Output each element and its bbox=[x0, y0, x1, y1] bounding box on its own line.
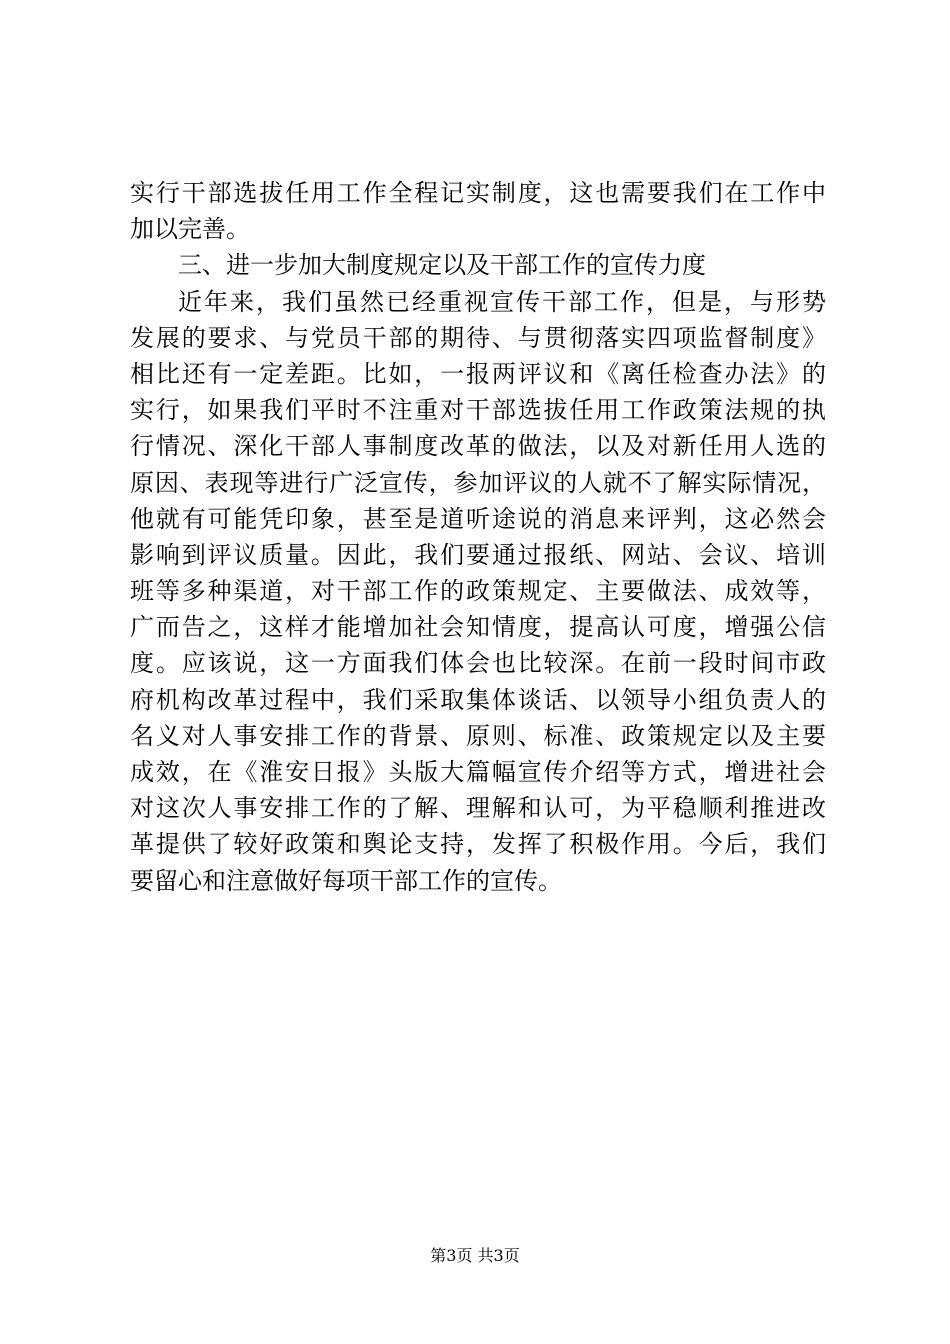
text-line: 加以完善。 bbox=[130, 215, 250, 244]
text-line: 府机构改革过程中，我们采取集体谈话、以领导小组负责人的 bbox=[130, 685, 826, 714]
text-line: 班等多种渠道，对干部工作的政策规定、主要做法、成效等， bbox=[130, 577, 826, 606]
text-line: 成效，在《淮安日报》头版大篇幅宣传介绍等方式，增进社会 bbox=[130, 758, 826, 786]
text-line: 发展的要求、与党员干部的期待、与贯彻落实四项监督制度》 bbox=[130, 323, 826, 352]
text-line: 对这次人事安排工作的了解、理解和认可，为平稳顺利推进改 bbox=[130, 794, 826, 823]
text-line: 原因、表现等进行广泛宣传，参加评议的人就不了解实际情况， bbox=[130, 468, 826, 497]
text-line: 近年来，我们虽然已经重视宣传干部工作，但是，与形势 bbox=[178, 287, 826, 316]
text-line: 革提供了较好政策和舆论支持，发挥了积极作用。今后，我们 bbox=[130, 830, 826, 859]
text-line: 他就有可能凭印象，甚至是道听途说的消息来评判，这必然会 bbox=[130, 504, 826, 533]
text-line: 名义对人事安排工作的背景、原则、标准、政策规定以及主要 bbox=[130, 721, 826, 750]
text-line: 实行，如果我们平时不注重对干部选拔任用工作政策法规的执 bbox=[130, 396, 826, 425]
text-line: 度。应该说，这一方面我们体会也比较深。在前一段时间市政 bbox=[130, 649, 826, 678]
text-line: 行情况、深化干部人事制度改革的做法，以及对新任用人选的 bbox=[130, 432, 826, 461]
body-text bbox=[130, 175, 826, 899]
section-heading: 三、进一步加大制度规定以及干部工作的宣传力度 bbox=[178, 251, 706, 280]
text-line: 影响到评议质量。因此，我们要通过报纸、网站、会议、培训 bbox=[130, 540, 826, 569]
text-line: 相比还有一定差距。比如，一报两评议和《离任检查办法》的 bbox=[130, 359, 826, 388]
text-line: 实行干部选拔任用工作全程记实制度，这也需要我们在工作中 bbox=[130, 179, 826, 207]
text-line: 要留心和注意做好每项干部工作的宣传。 bbox=[130, 866, 562, 895]
text-line: 广而告之，这样才能增加社会知情度，提高认可度，增强公信 bbox=[130, 613, 826, 642]
page-footer: 第3页 共3页 bbox=[430, 1246, 520, 1265]
